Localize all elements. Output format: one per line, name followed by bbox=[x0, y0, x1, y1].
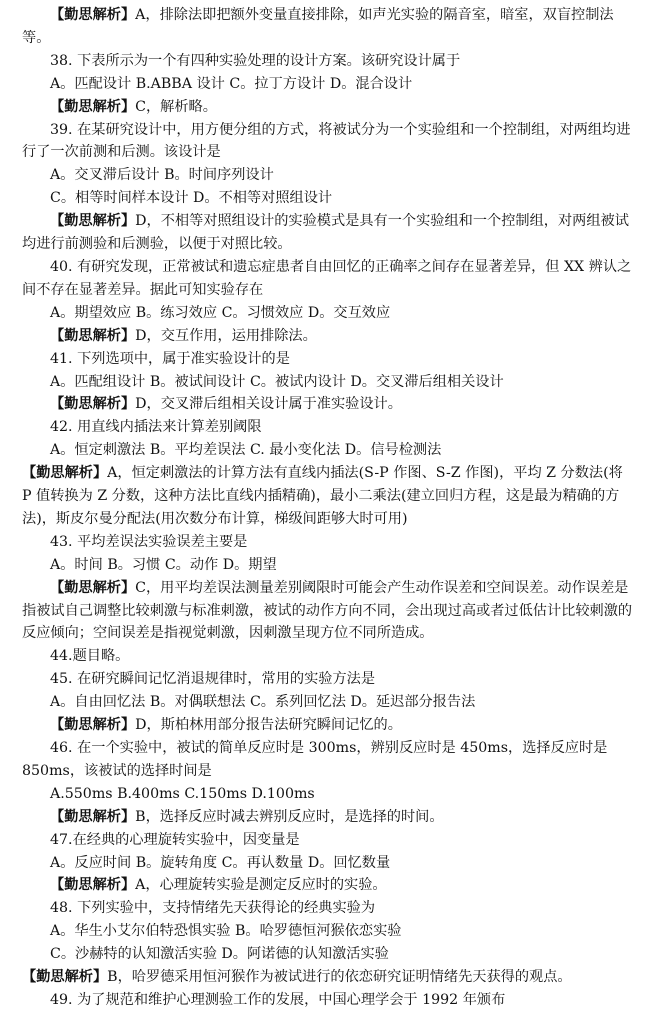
options-line bbox=[22, 852, 636, 875]
question-text bbox=[22, 989, 636, 1012]
line-text: D，交叉滞后组相关设计属于准实验设计。 bbox=[135, 396, 402, 413]
analysis-paragraph bbox=[22, 210, 636, 256]
line-text: A。匹配设计 B.ABBA 设计 C。拉丁方设计 D。混合设计 bbox=[50, 75, 413, 92]
question-text bbox=[22, 668, 636, 691]
line-text: 47.在经典的心理旋转实验中，因变量是 bbox=[50, 831, 300, 848]
analysis-tag: 【勤思解析】 bbox=[50, 98, 136, 115]
question-text bbox=[22, 531, 636, 554]
line-text: A。恒定刺激法 B。平均差误法 C. 最小变化法 D。信号检测法 bbox=[50, 442, 442, 459]
analysis-paragraph bbox=[22, 966, 636, 989]
line-text: D，不相等对照组设计的实验模式是具有一个实验组和一个控制组，对两组被试均进行前测验和后测验，以便于对照比较。 bbox=[22, 213, 629, 253]
line-text: 41. 下列选项中，属于准实验设计的是 bbox=[50, 350, 290, 367]
options-line bbox=[22, 691, 636, 714]
line-text: 40. 有研究发现，正常被试和遗忘症患者自由回忆的正确率之间存在显著差异，但 XX 辨认之间不存在显著差异。据此可知实验存在 bbox=[22, 258, 632, 298]
options-line bbox=[22, 920, 636, 943]
line-text: 48. 下列实验中，支持情绪先天获得论的经典实验为 bbox=[50, 900, 376, 917]
line-text: 38. 下表所示为一个有四种实验处理的设计方案。该研究设计属于 bbox=[50, 52, 461, 69]
line-text: 49. 为了规范和维护心理测验工作的发展，中国心理学会于 1992 年颁布 bbox=[50, 991, 506, 1008]
analysis-paragraph bbox=[22, 462, 636, 531]
question-text bbox=[22, 829, 636, 852]
options-line bbox=[22, 371, 636, 394]
analysis-tag: 【勤思解析】 bbox=[50, 808, 136, 825]
analysis-tag: 【勤思解析】 bbox=[50, 579, 136, 596]
line-text: C。相等时间样本设计 D。不相等对照组设计 bbox=[50, 190, 333, 207]
line-text: A，心理旋转实验是测定反应时的实验。 bbox=[135, 877, 387, 894]
analysis-tag: 【勤思解析】 bbox=[50, 327, 136, 344]
line-text: A，恒定刺激法的计算方法有直线内插法(S-P 作图、S-Z 作图)，平均 Z 分数法(将 P 值转换为 Z 分数，这种方法比直线内插精确)，最小二乘法(建立回归方程，这是最为精确的方法)，斯皮尔曼分配法(用次数分布计算，梯级间距够大时可用) bbox=[22, 465, 623, 527]
line-text: A.550ms B.400ms C.150ms D.100ms bbox=[50, 785, 315, 802]
options-line bbox=[22, 187, 636, 210]
options-line bbox=[22, 73, 636, 96]
line-text: 39. 在某研究设计中，用方便分组的方式，将被试分为一个实验组和一个控制组，对两组均进行了一次前测和后测。该设计是 bbox=[22, 121, 631, 161]
analysis-tag: 【勤思解析】 bbox=[50, 7, 136, 23]
question-text bbox=[22, 50, 636, 73]
options-line bbox=[22, 943, 636, 966]
options-line bbox=[22, 164, 636, 187]
line-text: 42. 用直线内插法来计算差别阈限 bbox=[50, 419, 262, 436]
question-text bbox=[22, 348, 636, 371]
options-line bbox=[22, 554, 636, 577]
analysis-paragraph bbox=[22, 806, 636, 829]
analysis-tag: 【勤思解析】 bbox=[22, 969, 108, 986]
line-text: D，斯柏林用部分报告法研究瞬间记忆的。 bbox=[135, 717, 402, 734]
line-text: 43. 平均差误法实验误差主要是 bbox=[50, 533, 248, 550]
line-text: A。交叉滞后设计 B。时间序列设计 bbox=[50, 167, 274, 184]
analysis-paragraph bbox=[22, 393, 636, 416]
analysis-paragraph bbox=[22, 96, 636, 119]
line-text: B，哈罗德采用恒河猴作为被试进行的依恋研究证明情绪先天获得的观点。 bbox=[107, 969, 572, 986]
line-text: A。反应时间 B。旋转角度 C。再认数量 D。回忆数量 bbox=[50, 854, 391, 871]
analysis-paragraph bbox=[22, 577, 636, 646]
line-text: A。期望效应 B。练习效应 C。习惯效应 D。交互效应 bbox=[50, 304, 391, 321]
line-text: C。沙赫特的认知激活实验 D。阿诺德的认知激活实验 bbox=[50, 946, 389, 963]
analysis-paragraph bbox=[22, 4, 636, 50]
options-line bbox=[22, 302, 636, 325]
question-text bbox=[22, 897, 636, 920]
question-text bbox=[22, 645, 636, 668]
question-text bbox=[22, 737, 636, 783]
line-text: A，排除法即把额外变量直接排除，如声光实验的隔音室，暗室，双盲控制法等。 bbox=[22, 7, 614, 46]
question-text bbox=[22, 119, 636, 165]
analysis-paragraph bbox=[22, 874, 636, 897]
line-text: D，交互作用，运用排除法。 bbox=[135, 327, 317, 344]
analysis-tag: 【勤思解析】 bbox=[50, 717, 136, 734]
line-text: 44.题目略。 bbox=[50, 648, 130, 665]
line-text: A。自由回忆法 B。对偶联想法 C。系列回忆法 D。延迟部分报告法 bbox=[50, 694, 476, 711]
line-text: A。华生小艾尔伯特恐惧实验 B。哈罗德恒河猴依恋实验 bbox=[50, 923, 402, 940]
analysis-paragraph bbox=[22, 714, 636, 737]
analysis-paragraph bbox=[22, 325, 636, 348]
line-text: 45. 在研究瞬间记忆消退规律时，常用的实验方法是 bbox=[50, 671, 376, 688]
options-line bbox=[22, 439, 636, 462]
line-text: 46. 在一个实验中，被试的简单反应时是 300ms，辨别反应时是 450ms，选择反应时是 850ms，该被试的选择时间是 bbox=[22, 740, 608, 779]
line-text: A。时间 B。习惯 C。动作 D。期望 bbox=[50, 556, 277, 573]
analysis-tag: 【勤思解析】 bbox=[22, 465, 108, 482]
options-line bbox=[22, 783, 636, 806]
analysis-tag: 【勤思解析】 bbox=[50, 213, 136, 230]
line-text: A。匹配组设计 B。被试间设计 C。被试内设计 D。交叉滞后组相关设计 bbox=[50, 373, 504, 390]
analysis-tag: 【勤思解析】 bbox=[50, 396, 136, 413]
question-text bbox=[22, 256, 636, 302]
line-text: B，选择反应时减去辨别反应时，是选择的时间。 bbox=[135, 808, 444, 825]
analysis-tag: 【勤思解析】 bbox=[50, 877, 136, 894]
question-text bbox=[22, 416, 636, 439]
line-text: C，解析略。 bbox=[135, 98, 217, 115]
line-text: C，用平均差误法测量差别阈限时可能会产生动作误差和空间误差。动作误差是指被试自己调整比较刺激与标准刺激，被试的动作方向不同，会出现过高或者过低估计比较刺激的反应倾向；空间误差是指视觉刺激，因刺激呈现方位不同所造成。 bbox=[22, 579, 633, 642]
